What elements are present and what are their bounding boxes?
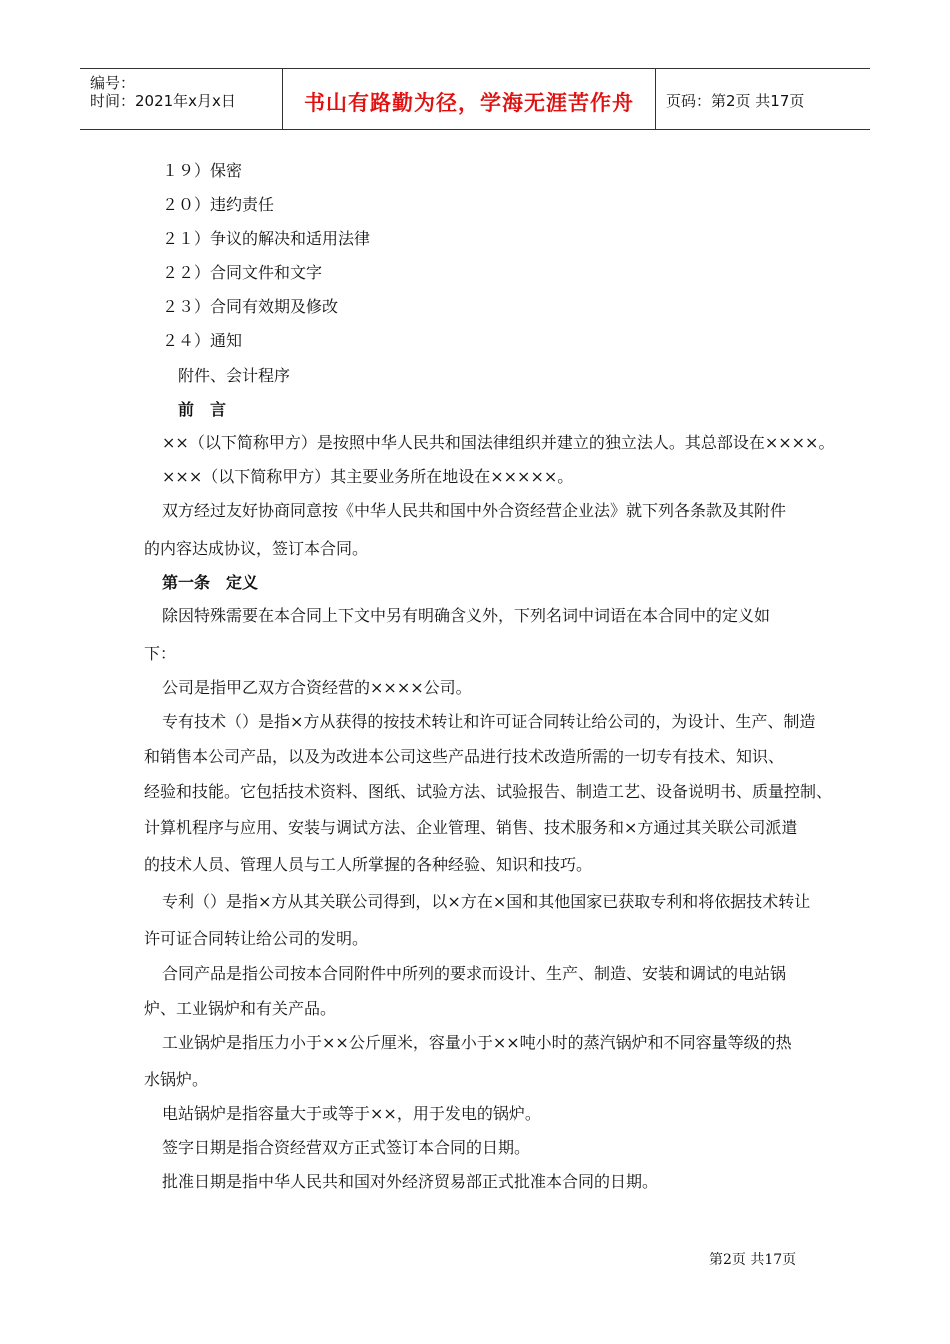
header-motto-cell [283,69,656,129]
serial-label: 编号： [90,74,136,92]
toc-item: ２２）合同文件和文字 [162,263,323,282]
definition-line: 计算机程序与应用、安装与调试方法、企业管理、销售、技术服务和×方通过其关联公司派遣 [144,818,798,837]
body-line: ×××（以下简称甲方）其主要业务所在地设在×××××。 [162,467,574,486]
definition-line: 和销售本公司产品，以及为改进本公司这些产品进行技术改造所需的一切专有技术、知识、 [144,747,785,766]
toc-item: １９）保密 [162,161,243,180]
toc-item: 附件、会计程序 [178,366,291,385]
definition-line: 公司是指甲乙双方合资经营的××××公司。 [162,678,472,697]
body-line: ××（以下简称甲方）是按照中华人民共和国法律组织并建立的独立法人。其总部设在××××。 [162,433,835,452]
header-meta-cell [80,69,283,129]
page-footer: 第2页 共17页 [709,1252,797,1268]
page-header [80,68,870,130]
definition-line: 合同产品是指公司按本合同附件中所列的要求而设计、生产、制造、安装和调试的电站锅 [162,964,787,983]
definition-line: 经验和技能。它包括技术资料、图纸、试验方法、试验报告、制造工艺、设备说明书、质量控制、 [144,782,833,801]
definition-line: 专有技术（）是指×方从获得的按技术转让和许可证合同转让给公司的，为设计、生产、制造 [162,712,816,731]
definition-line: 专利（）是指×方从其关联公司得到，以×方在×国和其他国家已获取专利和将依据技术转让 [162,892,811,911]
toc-item: ２３）合同有效期及修改 [162,297,339,316]
header-page-cell [656,69,870,129]
motto-text: 书山有路勤为径，学海无涯苦作舟 [304,91,634,115]
definition-line: 批准日期是指中华人民共和国对外经济贸易部正式批准本合同的日期。 [162,1172,659,1191]
toc-item: ２０）违约责任 [162,195,275,214]
definition-line: 炉、工业锅炉和有关产品。 [144,999,337,1018]
definition-line: 除因特殊需要在本合同上下文中另有明确含义外，下列名词中词语在本合同中的定义如 [162,606,771,625]
definition-line: 许可证合同转让给公司的发明。 [144,929,369,948]
page-info: 页码：第2页 共17页 [666,92,805,110]
definition-line: 的技术人员、管理人员与工人所掌握的各种经验、知识和技巧。 [144,855,593,874]
toc-item: ２４）通知 [162,331,243,350]
definition-line: 签字日期是指合资经营双方正式签订本合同的日期。 [162,1138,531,1157]
definition-line: 电站锅炉是指容量大于或等于××，用于发电的锅炉。 [162,1104,541,1123]
definition-line: 下： [144,644,177,663]
body-line: 双方经过友好协商同意按《中华人民共和国中外合资经营企业法》就下列各条款及其附件 [162,501,787,520]
article-title: 第一条 定义 [162,573,259,592]
definition-line: 水锅炉。 [144,1070,209,1089]
time-label: 时间：2021年x月x日 [90,92,236,110]
toc-item: ２１）争议的解决和适用法律 [162,229,371,248]
body-line: 的内容达成协议，签订本合同。 [144,539,369,558]
preface-title: 前 言 [178,400,227,419]
definition-line: 工业锅炉是指压力小于××公斤厘米，容量小于××吨小时的蒸汽锅炉和不同容量等级的热 [162,1033,792,1052]
